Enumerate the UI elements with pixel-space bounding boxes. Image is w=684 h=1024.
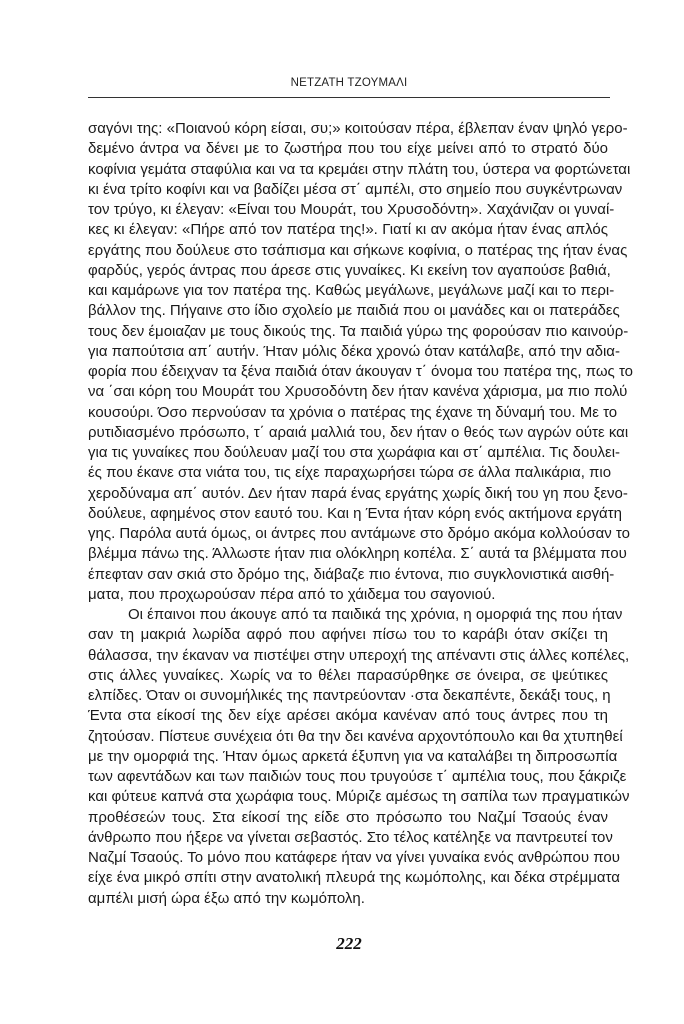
- text-line: κι ένα τρίτο κοφίνι και να βαδίζει μέσα στ΄ αμπέλι, στο σημείο που συγκέντρωναν: [88, 180, 623, 198]
- text-line: έπεφταν σαν σκιά στο δρόμο της, διάβαζε πιο έντονα, πιο συγκλονιστικά αισθή-: [88, 565, 615, 583]
- text-line: είχε ένα μικρό σπίτι στην ανατολική πλευρά της κωμόπολης, και δέκα στρέμματα: [88, 869, 620, 887]
- body-text: [88, 119, 634, 909]
- text-line: ές που έκανε στα νιάτα του, τις είχε παραχωρήσει τώρα σε άλλα παλικάρια, πιο: [88, 464, 612, 482]
- running-header: ΝΕΤΖΑΤΗ ΤΖΟΥΜΑΛΙ: [290, 77, 408, 89]
- page-number: 222: [336, 934, 362, 953]
- text-line: γης. Παρόλα αυτά όμως, οι άντρες που αντάμωνε στο δρόμο ακόμα κολλούσαν το: [88, 525, 630, 542]
- text-line: τον τρύγο, κι έλεγαν: «Είναι του Μουράτ, του Χρυσοδόντη». Χαχάνιζαν οι γυναί-: [88, 201, 615, 218]
- text-line: κες κι έλεγαν: «Πήρε από τον πατέρα της!». Γιατί κι αν ακόμα ήταν ένας απλός: [88, 221, 608, 239]
- text-line: με την ομορφιά της. Ήταν όμως αρκετά έξυπνη για να καταλάβει τη διπροσωπία: [88, 747, 618, 765]
- text-line: για παπούτσια απ΄ αυτήν. Ήταν μόλις δέκα χρονώ όταν κατάλαβε, από την αδια-: [88, 342, 620, 360]
- text-line: εργάτης που δούλευε στο τσάπισμα και σήκωνε κοφίνια, ο πατέρας της ήταν ένας: [88, 241, 628, 259]
- text-line: να ΄σαι κόρη του Μουράτ του Χρυσοδόντη δεν ήταν κανένα χάρισμα, μα πιο πολύ: [88, 383, 628, 401]
- text-line: στις άλλες γυναίκες. Χωρίς να το θέλει παρασύρθηκε σε όνειρα, σε ψεύτικες: [88, 666, 608, 684]
- header-rule: [88, 97, 610, 98]
- text-line: αμπέλι μισή ώρα έξω από την κωμόπολη.: [88, 889, 365, 907]
- text-line: δεμένο άντρα να δένει με το ζωστήρα που του είχε μείνει από το στρατό δύο: [88, 140, 608, 158]
- text-line: κουσούρι. Όσο περνούσαν τα χρόνια ο πατέρας της έχανε τη δύναμή του. Με το: [88, 403, 618, 421]
- text-line: ρυτιδιασμένο πρόσωπο, τ΄ αραιά μαλλιά του, δεν ήταν ο θεός των αγρών ούτε και: [88, 423, 629, 441]
- text-line: βάλλον της. Πήγαινε στο ίδιο σχολείο με παιδιά που οι μανάδες και οι πατεράδες: [88, 302, 620, 320]
- text-line: δούλευε, αφημένος στον εαυτό του. Και η Έντα ήταν κόρη ενός ακτήμονα εργάτη: [88, 504, 622, 522]
- text-line: φορία που έδειχναν τα ξένα παιδιά όταν άκουγαν τ΄ όνομα του πατέρα της, πως το: [88, 363, 634, 380]
- text-line: χεροδύναμα απ΄ αυτόν. Δεν ήταν παρά ένας εργάτης χωρίς δική του γη που ξενο-: [88, 484, 628, 502]
- text-line: και καμάρωνε για τον πατέρα της. Καθώς μεγάλωνε, μεγάλωνε μαζί και το περι-: [88, 282, 615, 299]
- text-line: Έντα στα είκοσί της δεν είχε αρέσει ακόμα κανέναν από τους άντρες που τη: [88, 707, 608, 725]
- text-line: ματα, που προχωρούσαν πέρα από το χάιδεμα του σαγονιού.: [88, 585, 496, 603]
- text-line: τους δεν έμοιαζαν με τους δικούς της. Τα παιδιά γύρω της φορούσαν πιο καινούρ-: [88, 322, 629, 340]
- text-line: φαρδύς, γερός άντρας που άρεσε στις γυναίκες. Κι εκείνη τον αγαπούσε βαθιά,: [88, 261, 611, 279]
- text-line: και φύτευε καπνά στα χωράφια τους. Μύριζε αμέσως τη σαπίλα των πραγματικών: [88, 788, 630, 806]
- text-line: Ναζμί Τσαούς. Το μόνο που κατάφερε ήταν να γίνει γυναίκα ενός ανθρώπου που: [88, 849, 620, 866]
- text-line: άνθρωπο που ήξερε να γίνεται σεβαστός. Στο τέλος κατέληξε να παντρευτεί τον: [88, 828, 613, 846]
- text-line: θάλασσα, την έκαναν να πιστέψει στην υπεροχή της απέναντι στις άλλες κοπέλες,: [88, 646, 630, 664]
- text-line: σαγόνι της: «Ποιανού κόρη είσαι, συ;» κοιτούσαν πέρα, έβλεπαν έναν ψηλό γερο-: [88, 120, 628, 137]
- text-line: σαν τη μακριά λωρίδα αφρό που αφήνει πίσω του το καράβι όταν σκίζει τη: [88, 626, 608, 644]
- text-line: για τις γυναίκες που δούλευαν μαζί του στα χωράφια και στ΄ αμπέλια. Τις δουλει-: [88, 444, 621, 461]
- text-line: των αφεντάδων και των παιδιών τους που τρυγούσε τ΄ αμπέλια τους, που ξάκριζε: [88, 768, 627, 785]
- text-line: Οι έπαινοι που άκουγε από τα παιδικά της χρόνια, η ομορφιά της που ήταν: [128, 606, 623, 623]
- text-line: βλέμμα πάνω της. Άλλωστε ήταν πια ολόκληρη κοπέλα. Σ΄ αυτά τα βλέμματα που: [88, 545, 627, 563]
- text-line: κοφίνια γεμάτα σταφύλια και να τα κρεμάει στην πλάτη του, ύστερα να φορτώνεται: [88, 160, 631, 178]
- text-line: ελπίδες. Όταν οι συνομήλικές της παντρεύονταν ·στα δεκαπέντε, δεκάξι τους, η: [88, 687, 611, 704]
- text-line: προθέσεών τους. Στα είκοσί της είδε στο πρόσωπο του Ναζμί Τσαούς έναν: [88, 808, 608, 826]
- text-line: ζητούσαν. Πίστευε συνέχεια ότι θα την δει κανένα αρχοντόπουλο και θα χτυπηθεί: [88, 727, 623, 745]
